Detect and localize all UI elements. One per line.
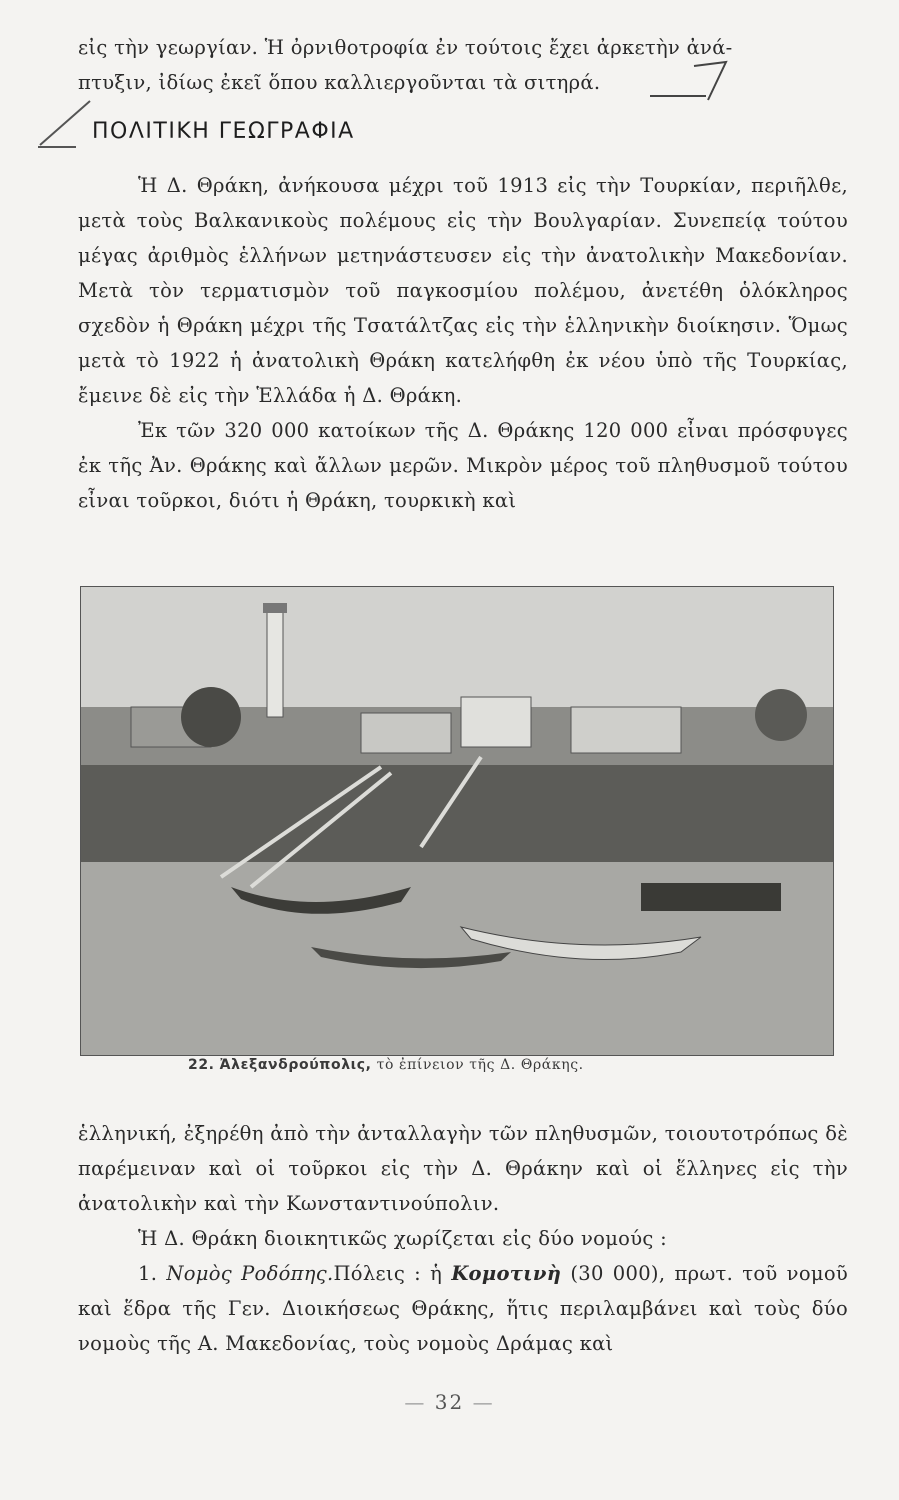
page-number-dash-right: — [472, 1390, 495, 1414]
paragraph-2: Ἐκ τῶν 320 000 κατοίκων τῆς Δ. Θράκης 120 000 εἶναι πρόσφυγες ἐκ τῆς Ἀν. Θράκης καὶ ἄλλων μερῶν. Μικρὸν μέρος τοῦ πληθυσμοῦ τούτου εἶναι τοῦρκοι, διότι ἡ Θράκη, τουρκικὴ καὶ [78, 419, 848, 512]
paragraph-3: ἑλληνική, ἐξηρέθη ἀπὸ τὴν ἀνταλλαγὴν τῶν πληθυσμῶν, τοιουτοτρόπως δὲ παρέμειναν καὶ οἱ τοῦρκοι εἰς τὴν Δ. Θράκην καὶ οἱ ἕλληνες εἰς τὴν ἀνατολικὴν καὶ τὴν Κωνσταντινούπολιν. [78, 1122, 848, 1215]
page-number [0, 1390, 899, 1414]
handwritten-mark-icon [648, 58, 728, 108]
paragraph-4: Ἡ Δ. Θράκη διοικητικῶς χωρίζεται εἰς δύο νομούς : [138, 1227, 667, 1250]
cities-label: Πόλεις : ἡ [333, 1262, 443, 1285]
nomos-name: Νομὸς Ροδόπης. [166, 1262, 334, 1285]
harbor-photo-icon [81, 587, 833, 1055]
handwritten-checkmark-icon [36, 95, 96, 155]
figure-caption-rest: τὸ ἐπίνειον τῆς Δ. Θράκης. [376, 1057, 584, 1073]
list-item-rest: (30 000), πρωτ. τοῦ νομοῦ καὶ ἕδρα τῆς Γεν. Διοικήσεως Θράκης, ἥτις περιλαμβάνει καὶ τοὺς δύο νομοὺς τῆς Α. Μακεδονίας, τοὺς νομοὺς Δράμας καὶ [78, 1262, 849, 1355]
city-name: Κομοτινὴ [451, 1262, 562, 1285]
top-paragraph [78, 30, 848, 100]
figure-photo [80, 586, 834, 1056]
section-heading: ΠΟΛΙΤΙΚΗ ΓΕΩΓΡΑΦΙΑ [92, 119, 355, 144]
page-number-value: 32 [434, 1390, 465, 1414]
figure-caption [188, 1057, 584, 1073]
list-item-1 [78, 1256, 848, 1361]
body-paragraphs-1 [78, 168, 848, 518]
figure-place: Ἀλεξανδρούπολις, [219, 1057, 372, 1073]
paragraph-1: Ἡ Δ. Θράκη, ἀνήκουσα μέχρι τοῦ 1913 εἰς τὴν Τουρκίαν, περιῆλθε, μετὰ τοὺς Βαλκανικοὺς πολέμους εἰς τὴν Βουλγαρίαν. Συνεπείᾳ τούτου μέγας ἀριθμὸς ἑλλήνων μετηνάστευσεν εἰς τὴν ἀνατολικὴν Μακεδονίαν. Μετὰ τὸν τερματισμὸν τοῦ παγκοσμίου πολέμου, ἀνετέθη ὁλόκληρος σχεδὸν ἡ Θράκη μέχρι τῆς Τσατάλτζας εἰς τὴν ἑλληνικὴν διοίκησιν. Ὅμως μετὰ τὸ 1922 ἡ ἀνατολικὴ Θράκη κατελήφθη ἐκ νέου ὑπὸ τῆς Τουρκίας, ἔμεινε δὲ εἰς τὴν Ἑλλάδα ἡ Δ. Θράκη. [78, 174, 848, 407]
top-paragraph-line-1: εἰς τὴν γεωργίαν. Ἡ ὀρνιθοτροφία ἐν τούτοις ἔχει ἀρκετὴν ἀνά- [78, 36, 733, 59]
figure-number: 22. [188, 1057, 215, 1073]
list-item-number: 1. [138, 1262, 158, 1285]
page-number-dash-left: — [404, 1390, 427, 1414]
top-paragraph-line-2: πτυξιν, ἰδίως ἐκεῖ ὅπου καλλιεργοῦνται τὰ σιτηρά. [78, 71, 601, 94]
body-paragraphs-2 [78, 1116, 848, 1361]
